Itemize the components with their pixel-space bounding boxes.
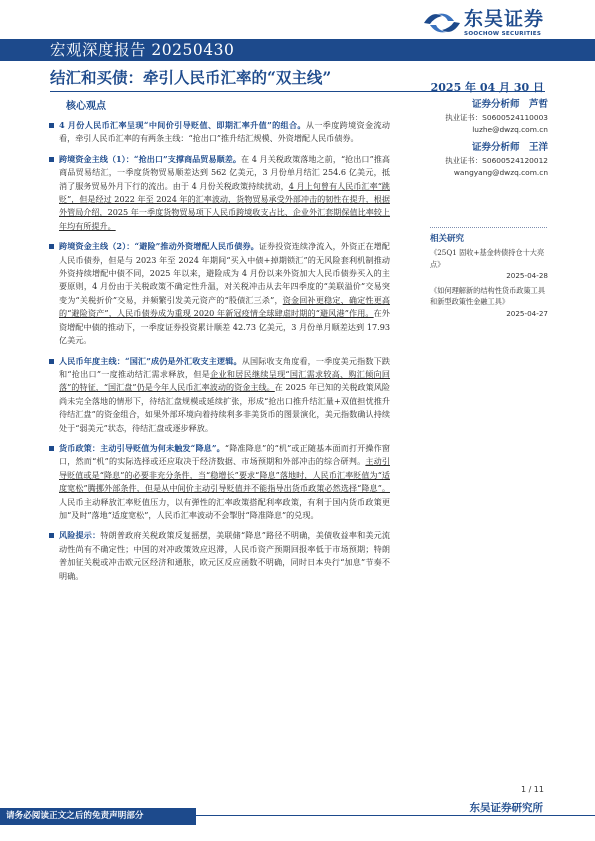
- point-lead: 跨境资金主线（2）：“避险”推动外资增配人民币债券。: [59, 241, 259, 252]
- core-point-paragraph: [48, 153, 390, 233]
- analyst-panel: [424, 97, 548, 179]
- point-text: 特朗普政府关税政策反复摇摆，美联储“降息”路径不明确，美债收益率和美元流动性尚有不确定性；中国的对冲政策效应迟滞，人民币资产预期回报率低于市场预期；特朗普加征关税或冲击欧元区经济和通胀，欧元区反应函数不明确，同时日本央行“加息”节奏不明确。: [59, 530, 390, 581]
- point-text: 在 2025 年已知的关税政策风险尚未完全落地的情形下，待结汇盘规模或延续扩张，形成“抢出口推升结汇量+双值担忧推升待结汇盘”的资金组合，如果外部环境向着持续利多非美货币的图景演化，美元指数确认持续处于“弱美元”状态，待结汇盘或逐步释放。: [59, 382, 390, 433]
- related-item[interactable]: [430, 285, 548, 320]
- point-text: 在 4 月关税政策落地之前，“抢出口”推高商品贸易结汇，一季度货物贸易顺差达到 562 亿美元，3 月份单月结汇 254.6 亿美元，抵消了服务贸易外月下行的流出。由于 4 月份关税政策持续扰动，: [59, 153, 390, 191]
- analyst-block: [424, 97, 548, 136]
- point-lead: 跨境资金主线（1）：“抢出口”支撑商品贸易顺差。: [59, 153, 242, 164]
- page-number: 1 / 11: [520, 785, 544, 794]
- related-item[interactable]: [430, 247, 548, 282]
- report-series-title: 宏观深度报告 20250430: [50, 41, 235, 59]
- report-date: 2025 年 04 月 30 日: [430, 81, 544, 94]
- soochow-logo-icon: [422, 8, 462, 38]
- related-research-list: [430, 247, 548, 322]
- core-point-paragraph: [48, 119, 390, 146]
- point-lead: 货币政策：主动引导贬值为何未触发“降息”。: [59, 442, 225, 453]
- analyst-title: 证券分析师 芦哲: [471, 99, 548, 110]
- related-item-title[interactable]: 《如何理解新的结构性货币政策工具和新型政策性金融工具》: [430, 285, 546, 306]
- core-points-heading: 核心观点: [66, 101, 106, 112]
- point-text: 证券投资连续净流入，外资正在增配人民币债券，但是与 2023 年至 2024 年期间“买入中债+掉期锁汇”的无风险套利机制推动外资持续增配中债不同，2025 年以来，避险成为 4 月份以来外资加大人民币债券买入的主要原则，4 月份由于关税政策不确定性升温，对关税冲击从去年四季度的“美联溢价”交易突变为“关税折价”交易，并频繁引发美元资产的“股债汇三杀”，: [59, 241, 390, 305]
- analyst-email[interactable]: luzhe@dwzq.com.cn: [472, 125, 548, 134]
- core-point-paragraph: [48, 355, 390, 435]
- company-logo: [422, 6, 552, 40]
- point-text-emphasis: 企业和居民继续呈现“国汇需求较高、购汇倾向回落”的特征，“国汇盘”仍是今年人民币汇率波动的资金主线。: [59, 368, 391, 393]
- logo-text-cn: 东吴证券: [464, 8, 545, 30]
- point-text: “降准降息”的“机”或正随基本面而打开操作窗口，然而“机”的实际选择或还应取决于经济数据、市场预期和外部冲击的综合研判。: [59, 442, 390, 467]
- point-lead: 人民币年度主线：“国汇”成仍是外汇收支主逻辑。: [59, 355, 242, 366]
- core-point-paragraph: [48, 529, 390, 583]
- analyst-title: 证券分析师 王洋: [471, 142, 548, 153]
- logo-text-en: SOOCHOW SECURITIES: [464, 31, 542, 37]
- research-institute-name: 东吴证券研究所: [469, 802, 543, 814]
- core-point-paragraph: [48, 442, 390, 522]
- point-text: 在外资增配中债的推动下，一季度证券投资累计顺差 42.73 亿美元，3 月份单月顺差达到 17.93 亿美元。: [59, 308, 390, 346]
- point-text-emphasis: 资金回补更稳定、确定性更高的“避险资产”，人民币债券成为重现 2020 年新冠疫情全球肆虐时期的“避风港”作用。: [59, 294, 390, 319]
- related-item-date: 2025-04-28: [506, 271, 548, 280]
- point-lead: 4 月份人民币汇率呈现“中间价引导贬值、即期汇率升值”的组合。: [59, 120, 306, 130]
- square-bullet-icon: [49, 533, 54, 538]
- point-lead: 风险提示：: [59, 530, 101, 541]
- point-text-emphasis: 4 月上旬曾有人民币汇率“跳贬”，但是经过 2022 年至 2024 年的汇率波动，货物贸易承受外部冲击的韧性在提升，根据外管局介绍，2025 年一季度货物贸易项下人民币跨境收支占比、企业外汇套期保值比率较上年均有所提升。: [59, 180, 390, 231]
- square-bullet-icon: [49, 244, 54, 249]
- square-bullet-icon: [49, 157, 54, 162]
- core-points-body: [48, 119, 390, 590]
- analyst-block: [424, 140, 548, 179]
- analyst-cert: 执业证书：S0600524120012: [445, 156, 548, 165]
- analyst-email[interactable]: wangyang@dwzq.com.cn: [453, 168, 548, 177]
- report-title: 结汇和买债：牵引人民币汇率的“双主线”: [50, 68, 332, 87]
- point-text: 从一季度跨境资金流动看，牵引人民币汇率的有两条主线：“抢出口”推升结汇规模、外资增配人民币债券。: [59, 120, 390, 144]
- disclaimer-banner: 请务必阅读正文之后的免责声明部分: [0, 808, 196, 825]
- related-divider: [430, 227, 547, 228]
- related-item-date: 2025-04-27: [506, 308, 548, 318]
- square-bullet-icon: [49, 359, 54, 364]
- square-bullet-icon: [49, 123, 54, 128]
- title-divider: [50, 91, 545, 92]
- related-research-heading: 相关研究: [430, 234, 465, 244]
- core-point-paragraph: [48, 240, 390, 347]
- related-item-title[interactable]: 《25Q1 固收+基金转债持仓十大亮点》: [430, 248, 545, 269]
- square-bullet-icon: [49, 446, 54, 451]
- analyst-cert: 执业证书：S0600524110003: [445, 113, 548, 122]
- point-text: 人民币主动释放汇率贬值压力，以有弹性的汇率政策搭配利率政策，有利于国内货币政策更加“及时”落地“适度宽松”，人民币汇率波动不会掣肘“降准降息”的兑现。: [59, 496, 390, 520]
- point-text-emphasis: 主动引导贬值或是“降息”的必要非充分条件，当“稳增长”要求“降息”落地时，人民币汇率贬值为“适度宽松”腾挪外部条件，但是从中间价主动引导贬值并不能指导出货币政策必然选择“降息”。: [59, 456, 390, 494]
- point-text: 从国际收支角度看，一季度美元指数下跌和“抢出口”一度推动结汇需求释放，但是: [59, 355, 390, 379]
